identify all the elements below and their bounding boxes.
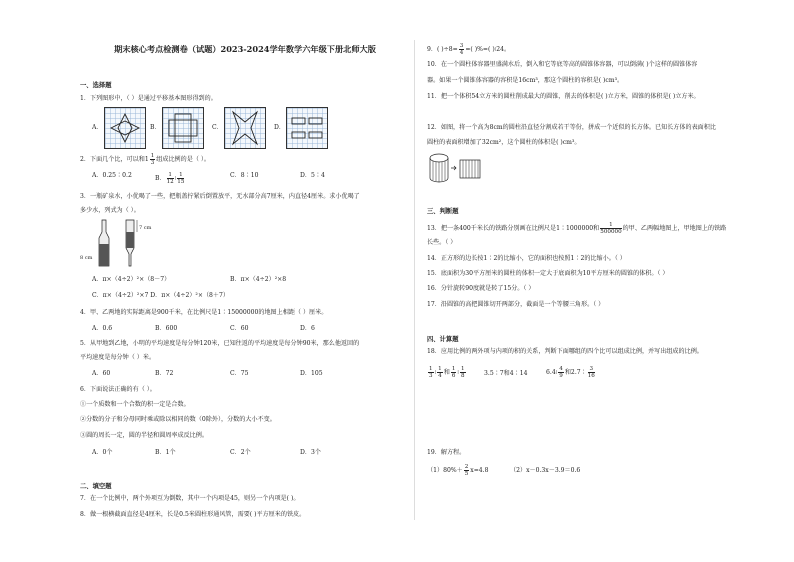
- q1-option-b-image[interactable]: [162, 107, 204, 149]
- q4-stem: 4．甲、乙两地的实际距离是900千米，在比例尺是1∶15000000的地图上相距（ ）厘米。: [80, 309, 328, 316]
- q10-line2: 器。如果一个圆锥体容器的容积是16cm³，那这个圆柱的容积是( )cm³。: [427, 77, 624, 84]
- q3-label-7cm: 7 cm: [139, 225, 152, 231]
- q1-option-d-label: D．: [274, 124, 285, 131]
- q6-statement-1: ①一个质数和一个合数的积一定是合数。: [80, 401, 190, 408]
- q6-statement-2: ②分数的分子和分母同时乘或除以相同的数（0除外），分数的大小不变。: [80, 416, 276, 423]
- q6-option-b[interactable]: B．1个: [155, 449, 176, 456]
- column-divider: [414, 40, 415, 520]
- q3-label-8cm: 8 cm: [80, 255, 93, 261]
- q19-equation-1: （1）80%＋ $\frac{2}{5}$ x=4.8: [427, 464, 489, 477]
- q3-option-b[interactable]: B．π×（4÷2）²×8: [230, 276, 287, 283]
- q19-equation-2: （2）x－0.3x－3.9＝0.6: [510, 467, 581, 474]
- q13-line1: 13．把一条400千米长的铁路分别画在比例尺是1∶1000000和 $\frac{1}{500000}$ 的甲、乙两幅地图上，甲地图上的铁路: [427, 222, 727, 235]
- q2-option-b[interactable]: B． $\frac{1}{12}$ ∶ $\frac{1}{15}$: [155, 172, 185, 185]
- q1-stem: 1．下列图形中，（ ）是通过平移基本图形得到的。: [80, 95, 217, 102]
- q9-fraction: $\frac{3}{4}$: [459, 43, 464, 56]
- q12-line2: 圆柱的表面积增加了32cm²，这个圆柱的体积是( )cm³。: [427, 139, 581, 146]
- section-heading-fill: 二、填空题: [80, 483, 112, 490]
- q2-fraction: $\frac{1}{3}$: [150, 153, 155, 166]
- q2-option-c[interactable]: C．8∶10: [230, 172, 259, 179]
- q2-whole: 1: [144, 156, 149, 163]
- q13-line2: 长些。（ ）: [427, 239, 457, 246]
- q18-group-1: $\frac{1}{3}$ ∶ $\frac{1}{4}$ 和 $\frac{1}{6}$ ∶ $\frac{1}{8}$: [429, 366, 465, 379]
- q1-option-c-label: C．: [212, 124, 223, 131]
- q2-option-a[interactable]: A．0.25∶0.2: [92, 172, 132, 179]
- q4-option-d[interactable]: D．6: [300, 325, 315, 332]
- q14-text: 14．正方形的边长按1∶2的比缩小，它的面积也按照1∶2的比缩小。（ ）: [427, 255, 626, 262]
- q19-stem: 19．解方程。: [427, 449, 466, 456]
- q3-option-cd[interactable]: C．π×（4÷2）²×7 D．π×（4÷2）²×（8＋7）: [92, 292, 229, 299]
- q4-option-c[interactable]: C．60: [230, 325, 249, 332]
- q7-text: 7．在一个比例中，两个外项互为倒数，其中一个内项是45，则另一个内项是( )。: [80, 495, 300, 502]
- q1-option-c-image[interactable]: [224, 107, 266, 149]
- q3-stem-line1: 3．一瓶矿泉水，小优喝了一些，把瓶盖拧紧后倒置放平，无水部分高7厘米，内直径4厘米。求小优喝了: [80, 193, 360, 200]
- q4-option-b[interactable]: B．600: [155, 325, 178, 332]
- q6-option-a[interactable]: A．0个: [92, 449, 113, 456]
- section-heading-calc: 四、计算题: [427, 336, 459, 343]
- q2-stem-b: 组成比例的是（ ）。: [156, 156, 211, 163]
- q3-option-a[interactable]: A．π×（4÷2）²×（8－7）: [92, 276, 171, 283]
- q9-text: 9．( )÷8= $\frac{3}{4}$ =( )%=( )∶24。: [427, 43, 511, 56]
- q6-stem: 6．下面说法正确的有（ ）。: [80, 386, 156, 393]
- q13-fraction: $\frac{1}{500000}$: [600, 222, 622, 235]
- q15-text: 15．底面积为30平方厘米的圆柱的体积一定大于底面积为10平方厘米的圆锥的体积。（ ）: [427, 270, 669, 277]
- q11-text: 11．把一个体积54立方米的圆柱削成最大的圆锥，削去的体积是( )立方米，圆锥的体积是( )立方米。: [427, 93, 700, 100]
- q10-line1: 10．在一个圆柱体容器里盛满水后，倒入和它等底等高的圆锥体容器，可以倒满( )个这样的圆锥体容: [427, 61, 698, 68]
- q6-option-d[interactable]: D．3个: [300, 449, 321, 456]
- q5-option-d[interactable]: D．105: [300, 370, 323, 377]
- q16-text: 16．分针旋转90度就是转了15分。（ ）: [427, 285, 535, 292]
- section-heading-choice: 一、选择题: [80, 82, 112, 89]
- q1-option-b-label: B．: [150, 124, 161, 131]
- q5-stem-line1: 5．从甲地到乙地，小明的平均速度是每分钟120米，已知往返的平均速度是每分钟90米，那么他返回的: [80, 340, 360, 347]
- q12-cylinder-figure: [428, 152, 484, 184]
- q3-stem-line2: 多少水，列式为（ ）。: [80, 207, 140, 214]
- q2-option-d[interactable]: D．5∶4: [300, 172, 325, 179]
- q4-option-a[interactable]: A．0.6: [92, 325, 113, 332]
- q5-option-a[interactable]: A．60: [92, 370, 111, 377]
- q18-group-2: 3.5∶7和4∶14: [484, 370, 528, 377]
- q18-group-3: 6.4∶ $\frac{4}{9}$ 和2.7∶ $\frac{3}{16}$: [546, 366, 595, 379]
- q12-line1: 12．如图，将一个高为8cm的圆柱沿直径分割成若干等份，拼成一个近似的长方体。已知长方体的表面积比: [427, 124, 716, 131]
- q8-text: 8．做一根横截面直径是4厘米，长是0.5米圆柱形通风管，需要( )平方厘米的铁皮。: [80, 511, 306, 518]
- q18-stem: 18．应用比例的两外项与内项的积的关系，判断下面哪组的四个比可以组成比例，并写出组成的比例。: [427, 348, 703, 355]
- page-title: 期末核心考点检测卷（试题）2023-2024学年数学六年级下册北师大版: [114, 44, 376, 54]
- q6-statement-3: ③圆的周长一定，圆的半径和圆周率成反比例。: [80, 432, 208, 439]
- q6-option-c[interactable]: C．2个: [230, 449, 251, 456]
- q5-option-b[interactable]: B．72: [155, 370, 174, 377]
- q5-stem-line2: 平均速度是每分钟（ ）米。: [80, 354, 156, 361]
- q2-stem-a: 2．下面几个比，可以和: [80, 156, 145, 163]
- q17-text: 17．沿圆锥的高把圆锥切开两部分，截面是一个等腰三角形。（ ）: [427, 301, 605, 308]
- q1-option-a-label: A．: [92, 124, 103, 131]
- section-heading-judge: 三、判断题: [427, 208, 459, 215]
- q5-option-c[interactable]: C．75: [230, 370, 249, 377]
- q2-stem: [80, 153, 210, 166]
- q1-option-a-image[interactable]: [104, 107, 146, 149]
- q1-option-d-image[interactable]: [286, 107, 328, 149]
